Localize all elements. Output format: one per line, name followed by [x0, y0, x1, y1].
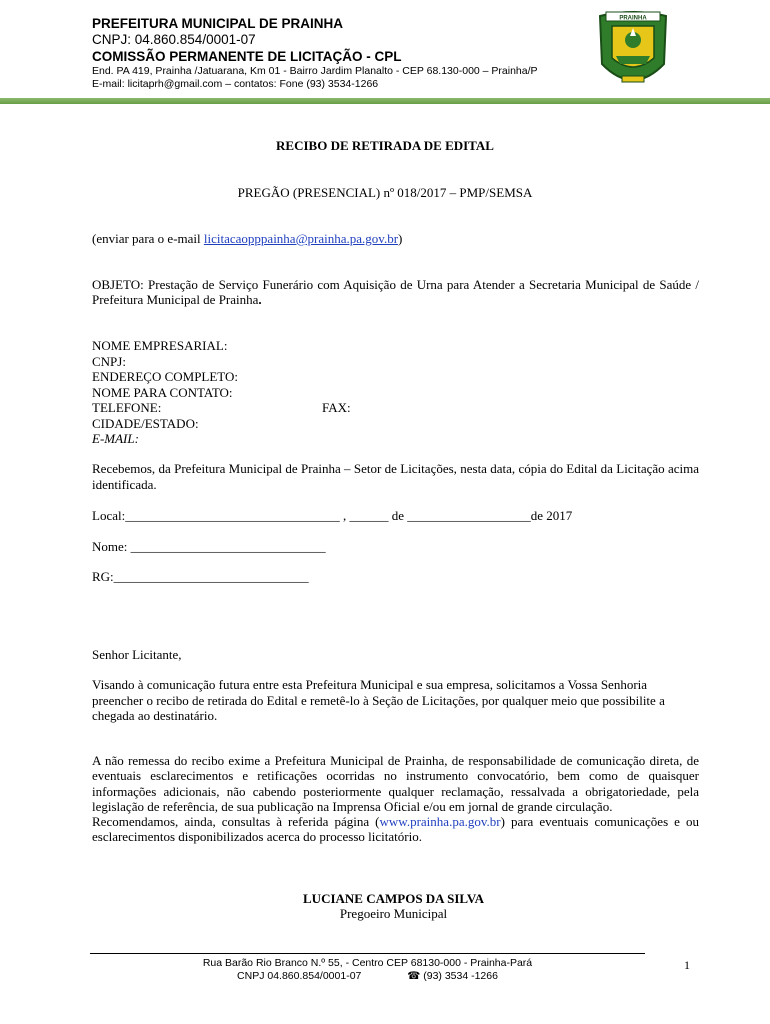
- email-suffix: ): [398, 231, 403, 246]
- object-period: .: [258, 292, 262, 307]
- footer: [140, 957, 595, 983]
- logo-banner-text: PRAINHA: [619, 15, 647, 22]
- document-title: RECIBO DE RETIRADA DE EDITAL: [276, 138, 494, 153]
- local-date-line: Local:_________________________________ , ______ de ___________________de 2017: [92, 508, 573, 523]
- signer-role: Pregoeiro Municipal: [339, 906, 448, 921]
- footer-contacts: [140, 970, 595, 983]
- recommendation-prefix: Recomendamos, ainda, consultas à referida página (: [92, 814, 380, 830]
- field-fax: FAX:: [322, 400, 351, 415]
- phone-icon: ☎: [407, 970, 421, 982]
- field-cnpj: CNPJ:: [92, 353, 126, 369]
- paragraph-responsibility: [92, 753, 699, 845]
- website-link[interactable]: www.prainha.pa.gov.br: [379, 814, 501, 830]
- company-fields: [92, 338, 351, 447]
- page-number: 1: [684, 958, 690, 972]
- header-contacts: E-mail: licitaprh@gmail.com – contatos: Fone (93) 3534-1266: [92, 78, 379, 90]
- name-line: Nome: ______________________________: [92, 539, 326, 554]
- email-prefix: (enviar para o e-mail: [92, 231, 204, 246]
- salutation: Senhor Licitante,: [92, 647, 182, 662]
- object-paragraph: [92, 277, 699, 307]
- recommendation-suffix: ) para eventuais comunicações e ou esclarecimentos disponibilizados acerca do processo licitatório.: [92, 814, 699, 845]
- header-divider: [0, 98, 770, 104]
- receipt-statement: Recebemos, da Prefeitura Municipal de Prainha – Setor de Licitações, nesta data, cópia do Edital da Licitação acima identificada.: [92, 461, 699, 492]
- footer-phone: (93) 3534 -1266: [423, 970, 498, 982]
- letterhead: [92, 16, 538, 91]
- field-company-name: NOME EMPRESARIAL:: [92, 338, 228, 353]
- field-city-state: CIDADE/ESTADO:: [92, 415, 199, 431]
- header-committee: COMISSÃO PERMANENTE DE LICITAÇÃO - CPL: [92, 49, 402, 64]
- rg-line: RG:______________________________: [92, 569, 309, 584]
- email-instruction: [92, 231, 402, 247]
- field-email: E-MAIL:: [92, 431, 139, 446]
- signer-name: LUCIANE CAMPOS DA SILVA: [303, 891, 484, 906]
- document-subtitle: PREGÃO (PRESENCIAL) nº 018/2017 – PMP/SEMSA: [237, 185, 533, 200]
- phone-fax-row: [92, 400, 351, 416]
- paragraph-communication: Visando à comunicação futura entre esta Prefeitura Municipal e sua empresa, solicitamos a Vossa Senhoria preencher o recibo de retirada do Edital e remetê-lo à Seção de Licitações, por qualquer meio que possibilite a chegada ao destinatário.: [92, 677, 665, 723]
- header-org-name: PREFEITURA MUNICIPAL DE PRAINHA: [92, 16, 344, 31]
- field-contact-name: NOME PARA CONTATO:: [92, 384, 233, 400]
- field-address: ENDEREÇO COMPLETO:: [92, 369, 239, 384]
- email-link[interactable]: licitacaopppainha@prainha.pa.gov.br: [203, 231, 399, 246]
- paragraph-responsibility-text: A não remessa do recibo exime a Prefeitura Municipal de Prainha, de responsabilidade de comunicação direta, de eventuais esclarecimentos e retificações ocorridas no instrumento convocatório, bem como de quaisquer informações adicionais, não cabendo posteriormente qualquer reclamação, ressalvada a obrigatoriedade, pela legislação de referência, de sua publicação na Imprensa Oficial e/ou em jornal de grande circulação.: [92, 753, 699, 814]
- footer-address: Rua Barão Rio Branco N.º 55, - Centro CEP 68130-000 - Prainha-Pará: [202, 957, 533, 969]
- header-address: End. PA 419, Prainha /Jatuarana, Km 01 - Bairro Jardim Planalto - CEP 68.130-000 – Prainha/P: [92, 65, 538, 77]
- object-text: OBJETO: Prestação de Serviço Funerário com Aquisição de Urna para Atender a Secretaria Municipal de Saúde / Prefeitura Municipal de Prainha: [92, 277, 699, 307]
- footer-cnpj: CNPJ 04.860.854/0001-07: [237, 970, 362, 982]
- field-phone: TELEFONE:: [92, 400, 162, 415]
- header-cnpj: CNPJ: 04.860.854/0001-07: [92, 32, 256, 47]
- municipal-coat-of-arms-icon: [592, 6, 674, 98]
- footer-divider: [90, 953, 645, 954]
